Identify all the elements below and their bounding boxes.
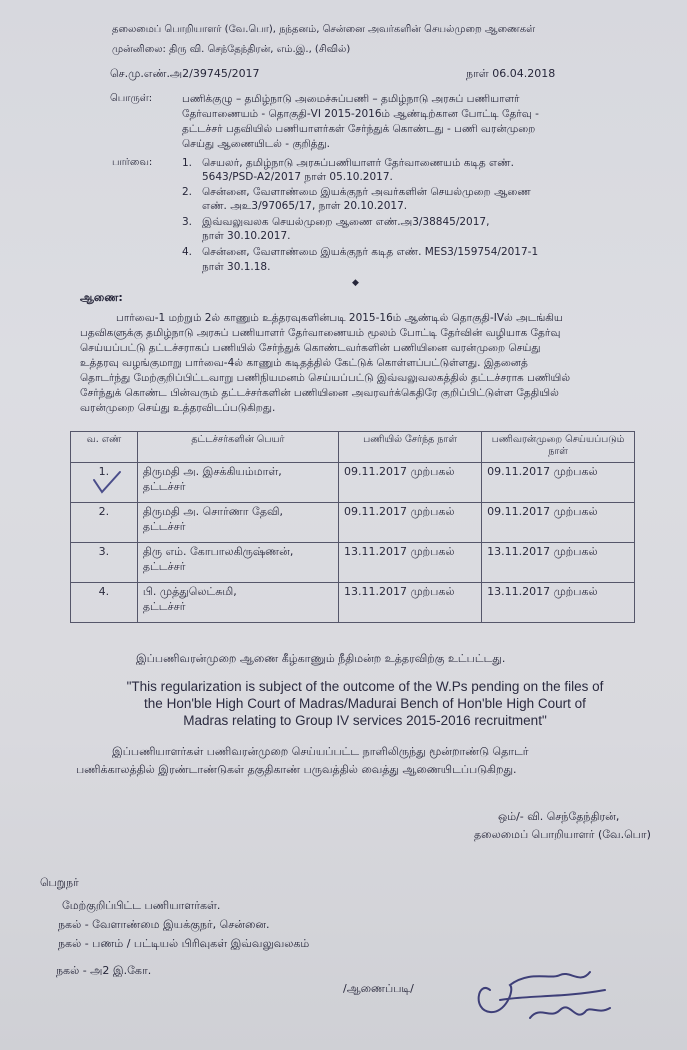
table-row [71,543,635,583]
court-note-tamil: இப்பணிவரன்முறை ஆணை கீழ்காணும் நீதிமன்ற உத்தரவிற்கு உட்பட்டது. [136,652,506,665]
cell-name [137,543,338,583]
recipient-line: மேற்குறிப்பிட்ட பணியாளர்கள். [62,899,221,912]
recipient-line: நகல் - பணம் / பட்டியல் பிரிவுகள் இவ்வலுவலகம் [58,937,310,950]
typist-post: தட்டச்சர் [142,480,186,493]
order-paragraph-line: உத்தரவு வழங்குமாறு பார்வை-4ல் காணும் கடிதத்தில் கேட்டுக் கொள்ளப்பட்டுள்ளது. இதனைத் [80,357,528,369]
order-paragraph-line: செய்யப்பட்டு தட்டச்சராகப் பணியில் சேர்ந்துக் கொண்டவர்களின் பணியினை வரன்முறை செய்து [80,342,541,354]
cell-name [137,503,338,543]
probation-note-line: இப்பணியாளர்கள் பணிவரன்முறை செய்யப்பட்ட நாளிலிருந்து மூன்றாண்டு தொடர் [112,745,529,758]
reference-number: செ.மு.எண்.அ2/39745/2017 [110,67,260,80]
recipient-line: நகல் - அ2 இ.கோ. [56,964,152,977]
pen-checkmark-icon [92,470,122,496]
reference-item-line: சென்னை, வேளாண்மை இயக்குநர் அவர்களின் செயல்முறை ஆணை [202,186,531,198]
column-header-name: தட்டச்சர்களின் பெயர் [137,432,338,463]
cell-joined: 09.11.2017 முற்பகல் [338,503,481,543]
court-note-english-line: the Hon'ble High Court of Madras/Madurai Bench of Hon'ble High Court of [144,696,586,711]
table-header-row [71,432,635,463]
reference-label: பார்வை: [112,157,153,168]
typist-regularization-table [70,431,635,623]
reference-item-line: செயலர், தமிழ்நாடு அரசுப்பணியாளர் தேர்வாணையம் கடித எண். [202,157,514,169]
subject-line: தேர்வாணையம் - தொகுதி-VI 2015-2016ம் ஆண்டிற்கான போட்டி தேர்வு - [182,108,539,120]
cell-sno: 3. [71,543,138,583]
reference-item-line: நாள் 30.1.18. [202,261,271,273]
typist-post: தட்டச்சர் [142,520,186,533]
cell-regularized: 09.11.2017 முற்பகல் [482,503,635,543]
recipient-line: நகல் - வேளாண்மை இயக்குநர், சென்னை. [58,918,270,931]
typist-post: தட்டச்சர் [142,600,186,613]
court-note-english-line: Madras relating to Group IV services 2015-2016 recruitment" [183,713,547,728]
cell-joined: 13.11.2017 முற்பகல் [338,583,481,623]
reference-item-line: 5643/PSD-A2/2017 நாள் 05.10.2017. [202,171,393,183]
recipients-label: பெறுநர் [40,876,79,889]
cell-regularized: 13.11.2017 முற்பகல் [482,543,635,583]
reference-item-number: 4. [182,246,193,258]
signatory-designation: தலைமைப் பொறியாளர் (வே.பொ) [474,828,651,841]
column-header-regularized: பணிவரன்முறை செய்யப்படும் நாள் [482,432,635,463]
column-header-sno: வ. எண் [71,432,138,463]
signatory-name: ஒம்/- வி. செந்தேந்திரன், [498,810,620,823]
order-paragraph-line: தொடர்ந்து மேற்குறிப்பிட்டவாறு பணிநியமனம் செய்யப்பட்டு இவ்வலுவலகத்தில் தட்டச்சராக பணியில் [80,372,571,384]
separator-mark: ◆ [352,278,359,288]
order-label: ஆணை: [80,291,123,304]
cell-sno: 2. [71,503,138,543]
typist-name: திருமதி அ. சொர்ணா தேவி, [142,505,284,518]
table-row [71,583,635,623]
subject-line: தட்டச்சர் பதவியில் பணியாளர்கள் சேர்ந்துக் கொண்டது - பணி வரன்முறை [182,123,536,135]
by-order-note: /ஆணைப்படி/ [343,982,414,995]
cell-name [137,583,338,623]
reference-item-line: சென்னை, வேளாண்மை இயக்குநர் கடித எண். MES3/159754/2017-1 [202,246,539,258]
reference-item-number: 3. [182,216,193,228]
table-row [71,503,635,543]
cell-name [137,463,338,503]
cell-regularized: 13.11.2017 முற்பகல் [482,583,635,623]
order-paragraph-line: வரன்முறை செய்து உத்தரவிடப்படுகிறது. [80,402,276,414]
cell-joined: 09.11.2017 முற்பகல் [338,463,481,503]
reference-item-line: நாள் 30.10.2017. [202,230,291,242]
subject-label: பொருள்: [110,93,153,104]
handwritten-signature [470,960,630,1040]
reference-item-line: இவ்வலுவலக செயல்முறை ஆணை எண்.அ3/38845/2017, [202,216,490,228]
order-paragraph-line: சேர்ந்துக் கொண்ட பின்வரும் தட்டச்சர்களின் பணியினை அவரவர்க்கெதிரே குறிப்பிட்டுள்ள தேதியில் [80,387,559,399]
probation-note-line: பணிக்காலத்தில் இரண்டாண்டுகள் தகுதிகாண் பருவத்தில் வைத்து ஆணையிடப்படுகிறது. [76,763,517,776]
order-paragraph-line: பார்வை-1 மற்றும் 2ல் காணும் உத்தரவுகளின்படி 2015-16ம் ஆண்டில் தொகுதி-IVல் அடங்கிய [116,312,563,324]
cell-sno: 4. [71,583,138,623]
typist-name: திரு எம். கோபாலகிருஷ்ணன், [142,545,294,558]
reference-item-line: எண். அஉ3/97065/17, நாள் 20.10.2017. [202,200,408,212]
subject-line: பணிக்குழு – தமிழ்நாடு அமைச்சுப்பணி – தமிழ்நாடு அரசுப் பணியாளர் [182,93,520,105]
cell-sno: 1. [71,463,138,503]
cell-regularized: 09.11.2017 முற்பகல் [482,463,635,503]
subject-line: செய்து ஆணையிடல் - குறித்து. [182,138,330,150]
court-note-english-line: "This regularization is subject of the outcome of the W.Ps pending on the files of [126,679,604,694]
reference-item-number: 1. [182,157,193,169]
typist-post: தட்டச்சர் [142,560,186,573]
table-row [71,463,635,503]
column-header-joined: பணியில் சேர்ந்த நாள் [338,432,481,463]
order-date: நாள் 06.04.2018 [466,67,556,80]
typist-name: திருமதி அ. இசக்கியம்மாள், [142,465,282,478]
typist-name: பி. முத்துலெட்சுமி, [142,585,237,598]
order-paragraph-line: பதவிகளுக்கு தமிழ்நாடு அரசுப் பணியாளர் தேர்வாணையம் மூலம் போட்டி தேர்வின் வழியாக தேர்வு [80,327,561,339]
header-presided: முன்னிலை: திரு வி. செந்தேந்திரன், எம்.இ., (சிவில்) [112,44,351,55]
cell-joined: 13.11.2017 முற்பகல் [338,543,481,583]
reference-item-number: 2. [182,186,193,198]
header-title: தலைமைப் பொறியாளர் (வே.பொ), நந்தனம், சென்னை அவர்களின் செயல்முறை ஆணைகள் [112,24,536,35]
